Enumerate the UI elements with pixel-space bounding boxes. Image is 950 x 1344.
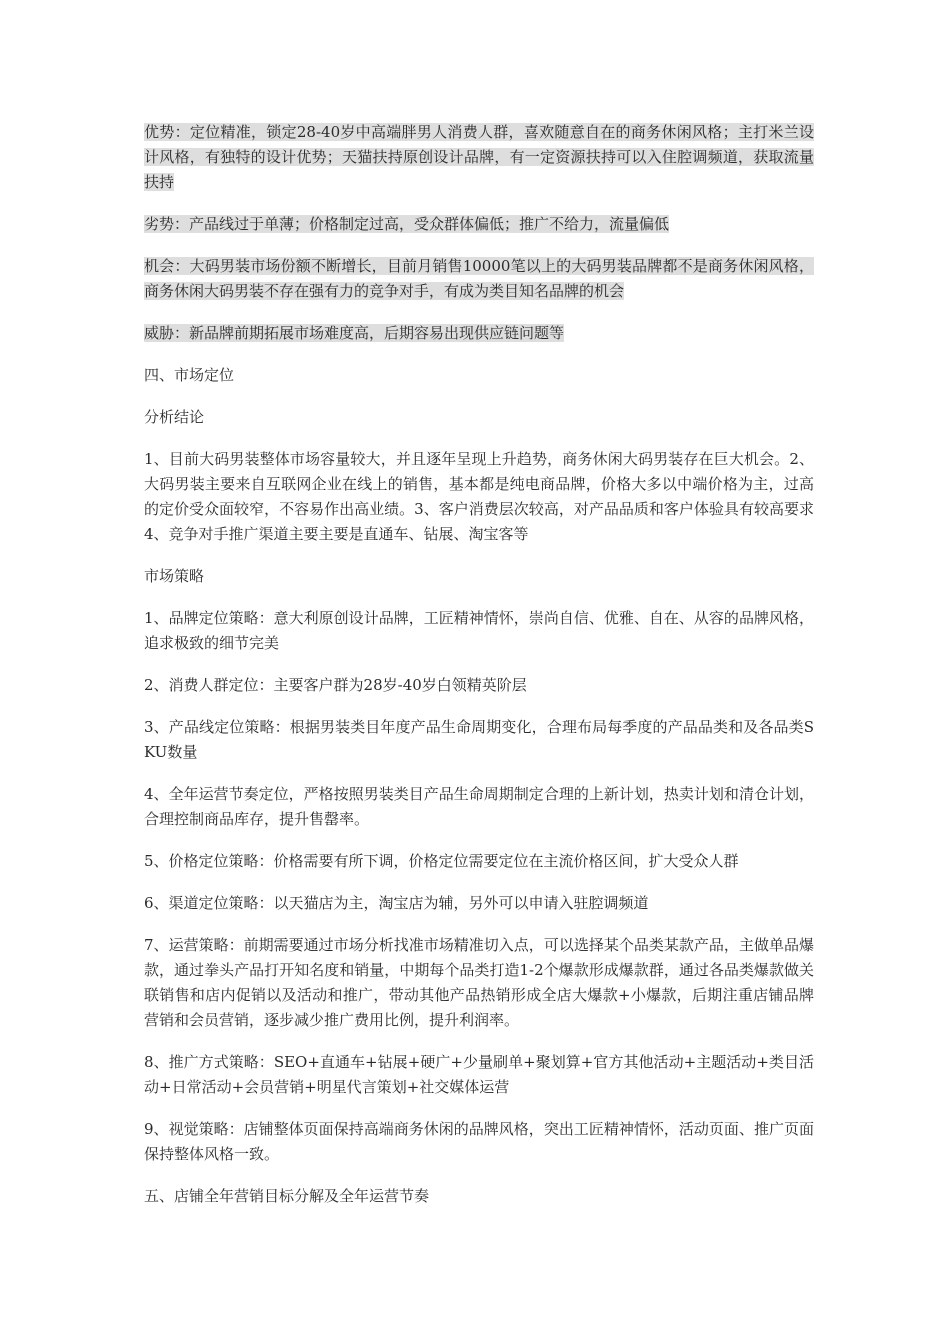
swot-weakness [144,212,814,237]
swot-strength [144,120,814,195]
section-heading-annual-marketing: 五、店铺全年营销目标分解及全年运营节奏 [144,1187,430,1205]
strategy-item: 6、渠道定位策略：以天猫店为主，淘宝店为辅，另外可以申请入驻腔调频道 [144,894,649,912]
strategy-item: 2、消费人群定位：主要客户群为28岁-40岁白领精英阶层 [144,676,527,694]
strategy-item: 9、视觉策略：店铺整体页面保持高端商务休闲的品牌风格，突出工匠精神情怀，活动页面、推广页面保持整体风格一致。 [144,1120,814,1163]
strategy-item: 3、产品线定位策略：根据男装类目年度产品生命周期变化，合理布局每季度的产品品类和及各品类SKU数量 [144,718,814,761]
swot-opportunity-text: 机会：大码男装市场份额不断增长，目前月销售10000笔以上的大码男装品牌都不是商务休闲风格，商务休闲大码男装不存在强有力的竞争对手，有成为类目知名品牌的机会 [144,257,814,300]
swot-weakness-text: 劣势：产品线过于单薄；价格制定过高，受众群体偏低；推广不给力，流量偏低 [144,215,670,233]
swot-strength-text: 优势：定位精准，锁定28-40岁中高端胖男人消费人群，喜欢随意自在的商务休闲风格；主打米兰设计风格，有独特的设计优势；天猫扶持原创设计品牌，有一定资源扶持可以入住腔调频道，获取流量扶持 [144,123,814,191]
swot-opportunity [144,254,814,304]
strategy-item: 4、全年运营节奏定位，严格按照男装类目产品生命周期制定合理的上新计划，热卖计划和清仓计划，合理控制商品库存，提升售罄率。 [144,785,814,828]
subheading-analysis-conclusion: 分析结论 [144,408,205,426]
subheading-market-strategy: 市场策略 [144,567,205,585]
document-page [144,120,814,1226]
strategy-item: 5、价格定位策略：价格需要有所下调，价格定位需要定位在主流价格区间，扩大受众人群 [144,852,739,870]
analysis-conclusion-text: 1、目前大码男装整体市场容量较大，并且逐年呈现上升趋势，商务休闲大码男装存在巨大机会。2、大码男装主要来自互联网企业在线上的销售，基本都是纯电商品牌，价格大多以中端价格为主，过高的定价受众面较窄，不容易作出高业绩。3、客户消费层次较高，对产品品质和客户体验具有较高要求 4、竞争对手推广渠道主要主要是直通车、钻展、淘宝客等 [144,450,814,543]
swot-threat [144,321,814,346]
strategy-item: 1、品牌定位策略：意大利原创设计品牌，工匠精神情怀，崇尚自信、优雅、自在、从容的品牌风格，追求极致的细节完美 [144,609,814,652]
swot-threat-text: 威胁：新品牌前期拓展市场难度高，后期容易出现供应链问题等 [144,324,565,342]
strategy-item: 7、运营策略：前期需要通过市场分析找准市场精准切入点，可以选择某个品类某款产品，主做单品爆款，通过拳头产品打开知名度和销量，中期每个品类打造1-2个爆款形成爆款群，通过各品类爆款做关联销售和店内促销以及活动和推广，带动其他产品热销形成全店大爆款+小爆款，后期注重店铺品牌营销和会员营销，逐步减少推广费用比例，提升利润率。 [144,936,814,1029]
strategy-item: 8、推广方式策略：SEO+直通车+钻展+硬广+少量刷单+聚划算+官方其他活动+主题活动+类目活动+日常活动+会员营销+明星代言策划+社交媒体运营 [144,1053,814,1096]
section-heading-market-positioning: 四、市场定位 [144,366,235,384]
